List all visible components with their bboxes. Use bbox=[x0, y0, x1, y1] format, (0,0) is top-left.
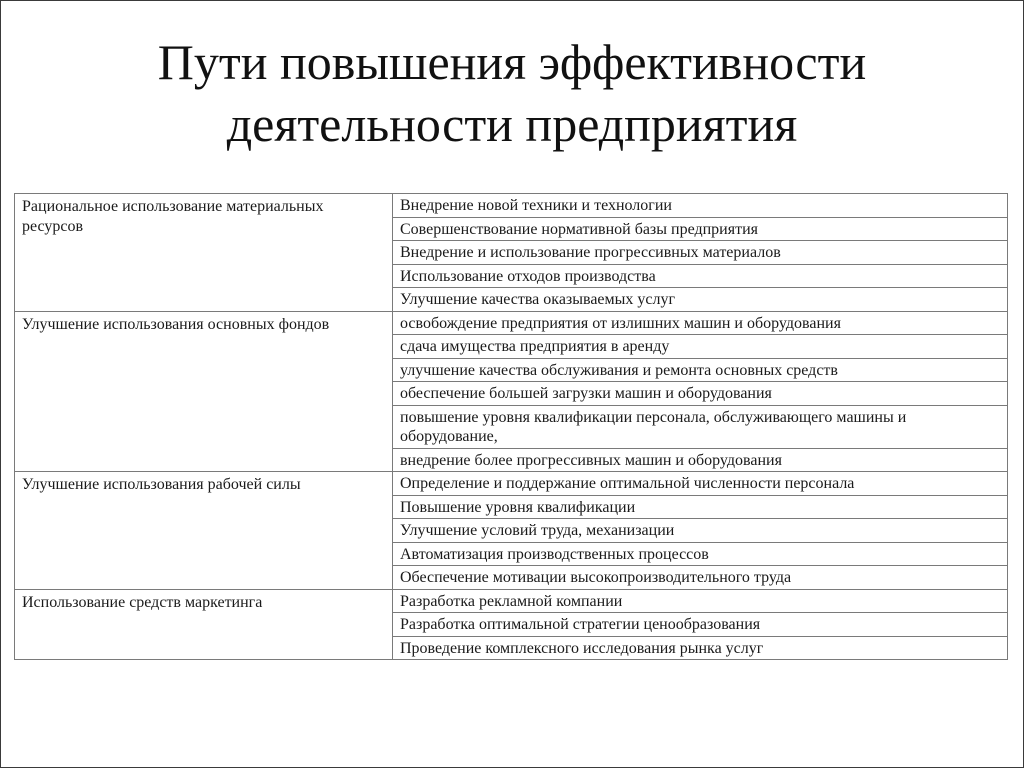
measure-cell: повышение уровня квалификации персонала, обслуживающего машины и оборудование, bbox=[393, 405, 1008, 448]
page-title-line-2: деятельности предприятия bbox=[226, 96, 798, 152]
measure-cell: Внедрение и использование прогрессивных материалов bbox=[393, 241, 1008, 265]
measure-cell: Автоматизация производственных процессов bbox=[393, 542, 1008, 566]
measure-cell: Совершенствование нормативной базы предприятия bbox=[393, 217, 1008, 241]
measure-cell: сдача имущества предприятия в аренду bbox=[393, 335, 1008, 359]
page-title-line-1: Пути повышения эффективности bbox=[157, 34, 867, 90]
efficiency-table-container bbox=[14, 193, 1007, 660]
measure-cell: освобождение предприятия от излишних машин и оборудования bbox=[393, 311, 1008, 335]
measure-cell: Определение и поддержание оптимальной численности персонала bbox=[393, 472, 1008, 496]
measure-cell: Улучшение качества оказываемых услуг bbox=[393, 288, 1008, 312]
measure-cell: Проведение комплексного исследования рынка услуг bbox=[393, 636, 1008, 660]
group-label-cell: Улучшение использования основных фондов bbox=[15, 311, 393, 472]
group-label-cell: Улучшение использования рабочей силы bbox=[15, 472, 393, 590]
measure-cell: Внедрение новой техники и технологии bbox=[393, 194, 1008, 218]
measure-cell: Обеспечение мотивации высокопроизводительного труда bbox=[393, 566, 1008, 590]
group-label-cell: Использование средств маркетинга bbox=[15, 589, 393, 660]
table-row bbox=[15, 589, 1008, 613]
measure-cell: внедрение более прогрессивных машин и оборудования bbox=[393, 448, 1008, 472]
measure-cell: Использование отходов производства bbox=[393, 264, 1008, 288]
table-row bbox=[15, 194, 1008, 218]
measure-cell: Разработка рекламной компании bbox=[393, 589, 1008, 613]
measure-cell: Повышение уровня квалификации bbox=[393, 495, 1008, 519]
efficiency-table-body bbox=[15, 194, 1008, 660]
measure-cell: Улучшение условий труда, механизации bbox=[393, 519, 1008, 543]
efficiency-table bbox=[14, 193, 1008, 660]
group-label-cell: Рациональное использование материальных ресурсов bbox=[15, 194, 393, 312]
table-row bbox=[15, 472, 1008, 496]
table-row bbox=[15, 311, 1008, 335]
measure-cell: Разработка оптимальной стратегии ценообразования bbox=[393, 613, 1008, 637]
measure-cell: обеспечение большей загрузки машин и оборудования bbox=[393, 382, 1008, 406]
page-title bbox=[1, 31, 1023, 155]
measure-cell: улучшение качества обслуживания и ремонта основных средств bbox=[393, 358, 1008, 382]
